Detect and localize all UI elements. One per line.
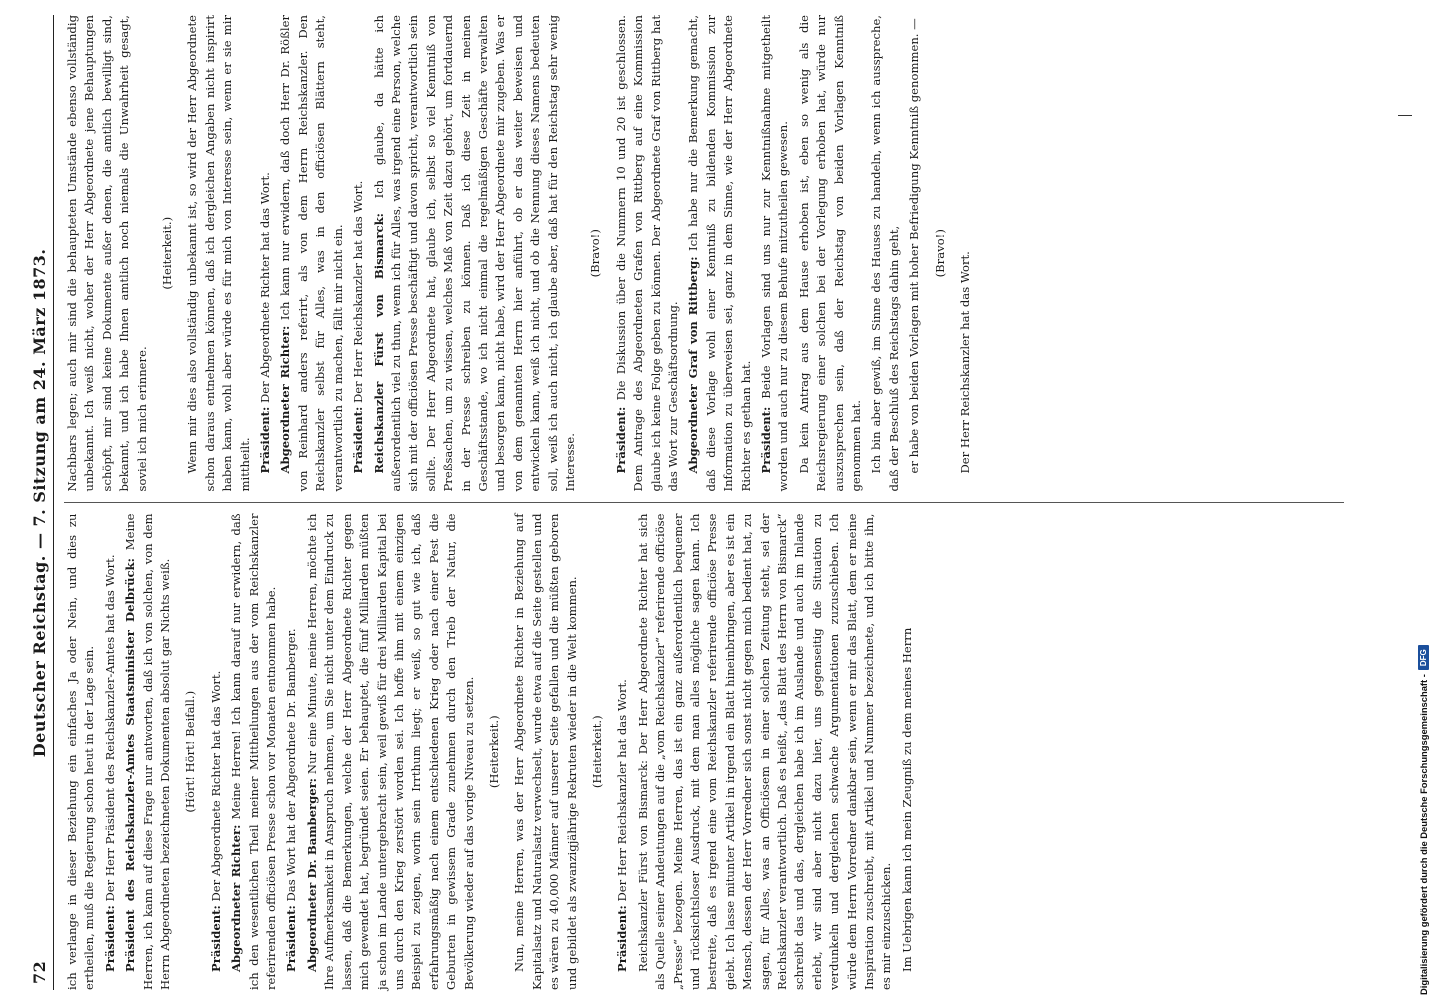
speaker-label: Abgeordneter Richter: [229,824,244,972]
paragraph-text: Der Herr Reichskanzler hat das Wort. [351,180,366,403]
paragraph-text: Die Diskussion über die Nummern 10 und 20 ist geschlossen. Dem Antrage des Abgeordneten Grafen von Rittberg auf eine Kommission glaube ich keine Folge geben zu können. Der Abgeordnete Graf von Rittberg hat das Wort zur Geschäftsordnung. [613,15,680,492]
speaker-label: Präsident: [284,905,299,972]
paragraph [257,15,274,492]
speaker-label: Präsident: [351,406,366,474]
paragraph-text: Da kein Antrag aus dem Hause erhoben ist, eben so wenig als die Reichsregierung einer solchen bei der Vorlegung erhoben hat, würde nur auszusprechen sein, daß der Reichstag von beiden Vorlagen Kenntniß genommen hat. [796,15,864,492]
paragraph [184,15,254,492]
paragraph [511,514,581,991]
paragraph-text: Ich bin aber gewiß, im Sinne des Hauses zu handeln, wenn ich ausspreche, daß der Beschluß des Reichstags dahin geht, [869,15,901,492]
paragraph [796,15,866,492]
edge-mark [1398,115,1412,116]
paragraph-text: (Bravo!) [588,229,603,278]
page-title: Deutscher Reichstag. — 7. Sitzung am 24. März 1873. [30,248,49,758]
paragraph-text: (Heiterkeit.) [486,715,501,789]
paragraph [304,514,478,991]
paragraph [277,15,347,492]
paragraph [371,15,580,492]
paragraph-text: Ich kann nur erwidern, daß doch Herr Dr. Rößler von Reinhard anders referirt, als von dem Herrn Reichskanzler. Den Reichskanzler selbst für Alles, was in den officiösen Blättern steht, verantwortlich zu machen, fällt mir nicht ein. [278,15,345,492]
paragraph [102,514,119,991]
dfg-logo: DFG [1418,645,1429,670]
speaker-label: Abgeordneter Graf von Rittberg: [686,256,701,474]
paragraph-text: (Bravo!) [932,229,947,278]
rotated-page [30,15,1360,990]
speaker-label: Präsident des Reichskanzler-Amtes Staatsminister Delbrück: [123,558,138,972]
paragraph-text: Das Wort hat der Abgeordnete Dr. Bamberger. [284,628,299,902]
paragraph-text: Beide Vorlagen sind uns nur zur Kenntnißnahme mitgetheilt worden und auch nur zu diesem Behufe mitzutheilen gewesen. [759,15,791,492]
paragraph-text: Meine Herren, ich kann auf diese Frage nur antworten, daß ich von solchen, von dem Herrn Abgeordneten bezeichneten Dokumenten absolut gar Nichts weiß. [123,513,173,990]
speaker-label: Präsident: [613,406,628,474]
paragraph-text: (Hört! Hört! Beifall.) [183,690,198,813]
paragraph-text: Nun, meine Herren, was der Herr Abgeordnete Richter in Beziehung auf Kapitalsatz und Naturalsatz verwechselt, wurde etwa auf die Seite gestellen und es wären zu 40,000 Männer auf unserer Seite gefallen und die müßten geboren und gebildet als zwanzigjährige Rekruten wieder in die Welt kommen. [512,513,579,990]
paragraph [635,514,896,991]
digitization-credit [1418,645,1429,995]
speaker-label: Präsident: [615,905,630,972]
paragraph [228,514,280,991]
paragraph-text: (Heiterkeit.) [160,216,175,290]
paragraph-text: Der Abgeordnete Richter hat das Wort. [208,670,223,902]
paragraph [283,514,300,991]
paragraph-text: Nachbars legen; auch mir sind die behaupteten Umstände ebenso vollständig unbekannt. Ich weiß nicht, woher der Herr Abgeordnete jene Behauptungen schöpft, mir sind keine Dokumente außer denen, die amtlich bewilligt sind, bekannt, und ich habe Ihnen amtlich noch niemals die Unwahrheit gesagt, soviel ich mich erinnere. [65,15,149,492]
speaker-label: Reichskanzler Fürst von Bismarck: [371,213,386,474]
interjection [182,514,199,991]
paragraph [899,514,916,991]
interjection [159,15,176,492]
paragraph-text: Meine Herren! Ich kann darauf nur erwidern, daß ich den wesentlichen Theil meiner Mittheilungen aus der vom Reichskanzler referirenden officiösen Presse schon vor Monaten entnommen habe. [229,513,279,990]
paragraph [758,15,793,492]
paragraph-text: Ich glaube, da hätte ich außerordentlich viel zu thun, wenn ich für Alles, was irgend eine Person, welche sich mit der officiösen Presse beschäftigt und davon spricht, verantwortlich sein sollte. Der Herr Abgeordnete hat, glaube ich, selbst so viel Kenntniß von Preßsachen, um zu wissen, welches Maß von Zeit dazu gehört, um fortdauernd in der Presse schreiben zu können. Daß ich diese Zeit in meinen Geschäftsstande, wo ich nicht einmal die regelmäßigen Geschäfte verwalten und besorgen kann, nicht habe, wird der Herr Abgeordnete mir zugeben. Was er von dem genannten Herrn hier anführt, ob er das weiter beweisen und entwickeln kann, weiß ich nicht, und ob die Nennung dieses Namens bedeuten soll, weiß ich auch nicht, ich glaube aber, daß hat für den Reichstag sehr wenig Interesse. [371,14,577,492]
paragraph-text: (Heiterkeit.) [589,715,604,789]
interjection [589,514,606,991]
interjection [932,15,949,492]
speaker-label: Abgeordneter Dr. Bamberger: [304,778,319,972]
column-right [64,15,1344,492]
speaker-label: Abgeordneter Richter: [278,325,293,474]
paragraph [350,15,367,492]
paragraph [208,514,225,991]
page-number: 72 [30,960,49,984]
speaker-label: Präsident: [208,905,223,972]
paragraph-text: Der Herr Reichskanzler hat das Wort. [958,251,973,474]
paragraph-text: Im Uebrigen kann ich mein Zeugniß zu dem meines Herrn [899,627,914,972]
paragraph-text: ich verlange in dieser Beziehung ein einfaches Ja oder Nein, und dies zu ertheilen, muß die Regierung schon heut in der Lage sein. [65,513,97,990]
paragraph [906,15,923,492]
speaker-label: Präsident: [258,406,273,474]
paragraph-text: Der Herr Reichskanzler hat das Wort. [615,679,630,902]
paragraph [614,514,631,991]
column-left [64,514,1344,991]
paragraph [957,15,974,492]
paragraph [64,15,151,492]
interjection [587,15,604,492]
running-header [30,15,54,990]
paragraph-text: Reichskanzler Fürst von Bismarck: Der Herr Abgeordnete Richter hat sich als Quelle seiner Andeutungen auf die „vom Reichskanzler“ referirende officiöse „Presse“ bezogen. Meine Herren, das ist ein ganz außerordentlich bequemer und rücksichtsloser Ausdruck, mit dem man alles mögliche sagen kann. Ich bestreite, daß es irgend eine vom Reichskanzler referirende officiöse Presse giebt. Ich lasse mitunter Artikel in irgend ein Blatt hineinbringen, aber es ist ein Mensch, dessen der Herr Vorredner sich sonst nicht gegen mich bedient hat, zu sagen, für Alles, was an Officiösem in einer solchen Zeitung steht, sei der Reichskanzler verantwortlich. Daß es heißt, „das Blatt des Herrn von Bismarck“ schreibt das und das, dergleichen habe ich im Auslande und auch im Inlande erlebt, wir sind aber nicht dazu hier, uns gegenseitig die Situation zu verdunkeln und dergleichen schwache Argumentationen zuzuschieben. Ich würde dem Herrn Vorredner dankbar sein, wenn er mir das Blatt, dem er meine Inspiration zuschreibt, mit Artikel und Nummer bezeichnete, und ich bitte ihn, es mir einzuschicken. [635,513,894,990]
paragraph [868,15,903,492]
paragraph-text: Wenn mir dies also vollständig unbekannt ist, so wird der Herr Abgeordnete schon daraus entnehmen können, daß ich dergleichen Angaben nicht inspirirt haben kann, wohl aber würde es für mich von Interesse sein, wenn er sie mir mittheilt. [185,15,252,492]
paragraph-text: Der Abgeordnete Richter hat das Wort. [258,172,273,403]
paragraph-text: Nur eine Minute, meine Herren, möchte ich Ihre Aufmerksamkeit in Anspruch nehmen, um Sie nicht unter dem Eindruck zu lassen, daß die Bemerkungen, welche der Herr Abgeordnete Richter gegen mich gewendet hat, begründet seien. Er behauptet, die fünf Milliarden müßten ja schon im Lande untergebracht sein, weil gewiß für drei Milliarden Kapital bei uns durch den Krieg zerstört worden sei. Ich hoffe ihm mit einem einzigen Beispiel zu zeigen, worin sein Irrthum liegt; er weiß, so gut wie ich, daß erfahrungsmäßig nach einem entschiedenen Krieg oder nach einer Pest die Geburten in gewissem Grade zunehmen durch den Trieb der Natur, die Bevölkerung wieder auf das vorige Niveau zu setzen. [304,513,476,990]
paragraph [613,15,683,492]
speaker-label: Präsident: [759,406,774,474]
paragraph [122,514,174,991]
paragraph-text: Der Herr Präsident des Reichskanzler-Amtes hat das Wort. [102,554,117,902]
paragraph-text: Ich habe nur die Bemerkung gemacht, daß diese Vorlage wohl einer Kenntniß zu bildenden Kommission zur Information zu überweisen sei, ganz in dem Sinne, wie der Herr Abgeordnete Richter es gethan hat. [686,14,753,492]
text-columns [54,15,1344,990]
paragraph-text: er habe von beiden Vorlagen mit hoher Befriedigung Kenntniß genommen. — [907,18,922,474]
interjection [486,514,503,991]
paragraph [685,15,755,492]
paragraph [64,514,99,991]
speaker-label: Präsident: [102,905,117,972]
credit-text: Digitalisierung gefördert durch die Deutsche Forschungsgemeinschaft - [1418,674,1429,995]
